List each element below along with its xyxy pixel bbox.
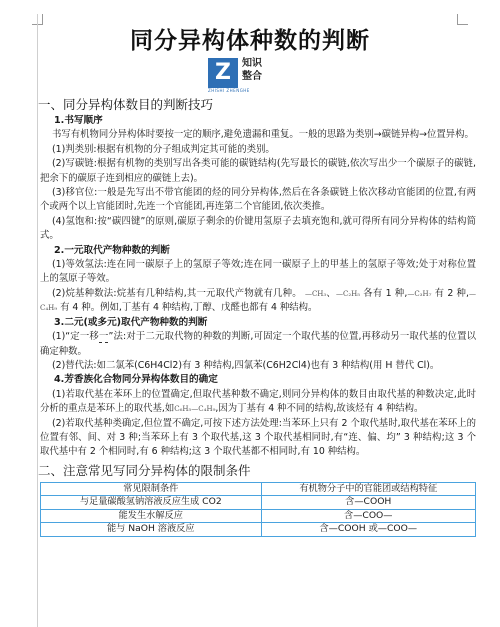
restriction-table [40,482,476,537]
logo-subtitle: ZHISHI ZHENGHE [208,88,250,93]
paragraph: (1)等效氢法:连在同一碳原子上的氢原子等效;连在同一碳原子上的甲基上的氢原子等效;处于对称位置上的氢原子等效。 [40,259,476,285]
paragraph: (2)若取代基种类确定,但位置不确定,可按下述方法处理:当苯环上只有 2 个取代基时,取代基在苯环上的位置有邻、间、对 3 种;当苯环上有 3 个取代基,这 3 个取代基相同时,有“连、偏、均” 3 种结构;这 3 个取代基中有 2 个相同时,有 6 种结构;这 3 个取代基都不相同时,有 10 种结构。 [40,417,476,458]
table-row [41,523,476,537]
text-run: (1)若取代基在苯环上的位置确定,但取代基种数不确定,则同分异构体的数目由取代基的种数决定,此时分析的重点是苯环上的取代基,如 [40,388,476,415]
subsection-2-title: 2.一元取代产物种数的判断 [54,244,170,256]
subsection-3-title: 3.二元(或多元)取代产物种数的判断 [54,316,208,328]
table-header-row [41,482,476,496]
logo-line-2: 整合 [242,71,262,82]
zhishi-zhenghe-logo [208,58,290,92]
paragraph: (4)氢饱和:按“碳四键”的原则,碳原子剩余的价键用氢原子去填充饱和,就可得所有同分异构体的结构简式。 [40,215,476,242]
formula: C₆H₅—C₄H₉ [174,405,216,414]
table-row [41,509,476,523]
paragraph: (2)替代法:如二氯苯(C6H4Cl2)有 3 种结构,四氯苯(C6H2Cl4)也有 3 种结构(用 H 替代 Cl)。 [52,359,440,371]
text-run-underlined: 一 [98,331,109,343]
logo-line-1: 知识 [242,58,262,69]
paragraph: (1)判类别:根据有机物的分子组成判定其可能的类别。 [52,143,275,155]
text-run: (1)“定一移 [52,331,99,343]
text-run: ,因为丁基有 4 种不同的结构,故该烃有 4 种结构。 [215,403,424,415]
paragraph: (2)写碳链:根据有机物的类别写出各类可能的碳链结构(先写最长的碳链,依次写出少一个碳原子的碳链,把余下的碳原子连到相应的碳链上去)。 [40,158,476,184]
text-run: 有 4 种。例如,丁基有 4 种结构,丁醇、戊醛也都有 4 种结构。 [60,302,318,314]
table-row [41,496,476,510]
formula: —C₄H₉ [40,289,477,313]
text-run: 各有 1 种, [363,287,408,299]
formula: —C₂H₅ [336,289,361,298]
table-cell: 能与 NaOH 溶液反应 [41,523,262,537]
document-body [40,96,476,537]
table-cell: 与足量碳酸氢钠溶液反应生成 CO2 [41,496,262,510]
formula: —C₃H₇ [407,289,432,298]
section-2-heading: 二、注意常见写同分异构体的限制条件 [38,462,251,478]
paragraph: (3)移官位:一般是先写出不带官能团的烃的同分异构体,然后在各条碳链上依次移动官能团的位置,有两个或两个以上官能团时,先连一个官能团,再连第二个官能团,依次类推。 [40,187,476,213]
paragraph [40,388,476,417]
section-1-heading: 一、同分异构体数目的判断技巧 [38,97,214,112]
page-title: 同分异构体种数的判断 [130,27,370,54]
table-header-cell: 有机物分子中的官能团或结构特征 [261,482,475,496]
table-cell: 含—COO— [261,509,475,523]
logo-letter: Z [208,58,238,88]
formula: —CH₃ [304,289,327,298]
text-run: 有 2 种, [434,287,470,299]
table-header-cell: 常见限制条件 [41,482,262,496]
table-cell: 含—COOH 或—COO— [261,523,475,537]
paragraph [40,330,476,359]
text-run: (2)烷基种数法:烷基有几种结构,其一元取代产物就有几种。 [52,287,302,299]
subsection-1-title: 1.书写顺序 [54,115,103,126]
paragraph [40,287,476,316]
table-cell: 含—COOH [261,496,475,510]
subsection-4-title: 4.芳香族化合物同分异构体数目的确定 [54,374,218,386]
text-run: ”法:对于二元取代物的种数的判断,可固定一个取代基的位置,再移动另一取代基的位置以确定种数。 [40,331,476,357]
table-cell: 能发生水解反应 [41,509,262,523]
paragraph: 书写有机物同分异构体时要按一定的顺序,避免遗漏和重复。一般的思路为类别→碳链异构→位置异构。 [52,129,474,141]
text-run: 、 [326,287,337,299]
